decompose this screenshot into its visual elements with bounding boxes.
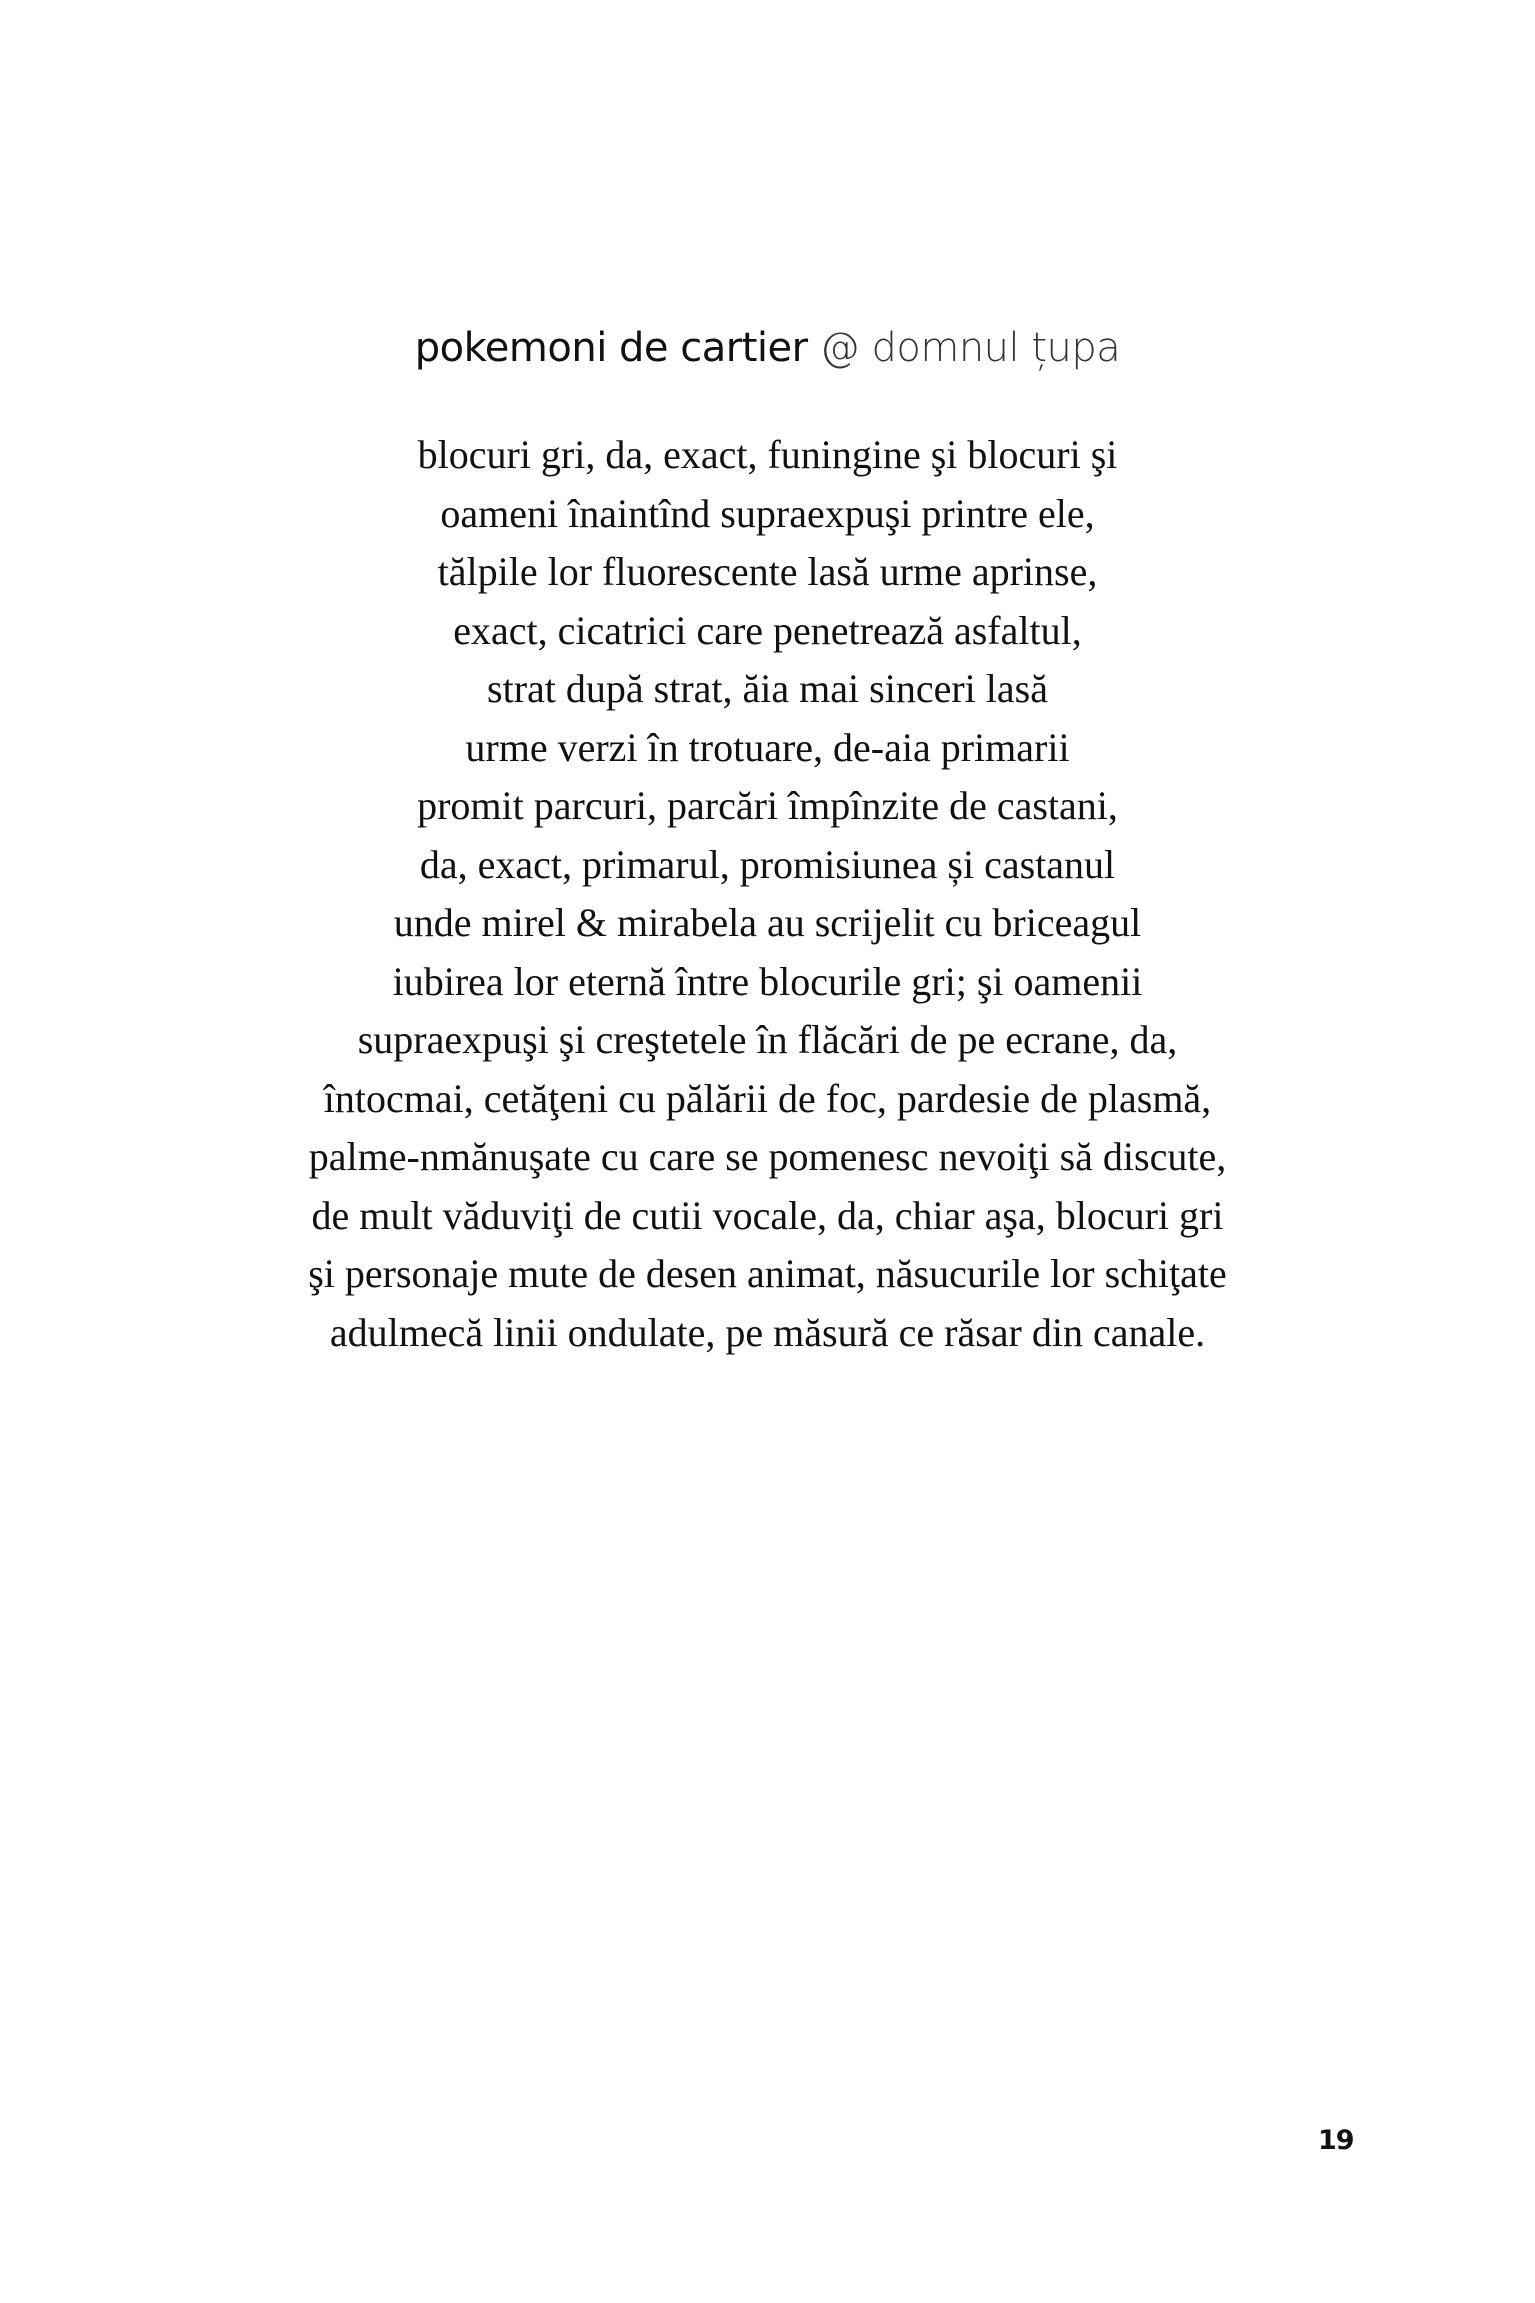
poem-line: adulmecă linii ondulate, pe măsură ce răsar din canale. [329,1309,1206,1355]
title-at-separator: @ [819,325,860,371]
poem-line: oameni înaintînd supraexpuşi printre ele, [440,490,1095,536]
poem-line: şi personaje mute de desen animat, năsucurile lor schiţate [308,1251,1227,1296]
poem-line: întocmai, cetăţeni cu pălării de foc, pardesie de plasmă, [323,1075,1212,1121]
poem-title-text: pokemoni de cartier [414,325,808,371]
poem-line: blocuri gri, da, exact, funingine şi blocuri şi [417,432,1118,477]
poem-body [0,426,1535,1362]
poem-line: tălpile lor fluorescente lasă urme aprinse, [437,549,1098,594]
poem-line: iubirea lor eternă între blocurile gri; şi oamenii [392,958,1143,1004]
poem-author: domnul țupa [871,325,1121,371]
poem-line: unde mirel & mirabela au scrijelit cu briceagul [393,900,1142,945]
poem-line: da, exact, primarul, promisiunea și castanul [419,841,1116,887]
poem-line: supraexpuşi şi creştetele în flăcări de pe ecrane, da, [357,1017,1178,1062]
poem-line: urme verzi în trotuare, de-aia primarii [465,724,1070,770]
poem-line: de mult văduviţi de cutii vocale, da, chiar aşa, blocuri gri [311,1192,1224,1238]
poem-line: promit parcuri, parcări împînzite de castani, [417,783,1118,828]
poem-line: palme-nmănuşate cu care se pomenesc nevoiţi să discute, [308,1134,1227,1179]
poem-line: strat după strat, ăia mai sinceri lasă [487,666,1048,711]
poem-title [0,318,1535,378]
page-number: 19 [1318,2125,1354,2156]
poem-line: exact, cicatrici care penetrează asfaltul, [453,607,1082,653]
